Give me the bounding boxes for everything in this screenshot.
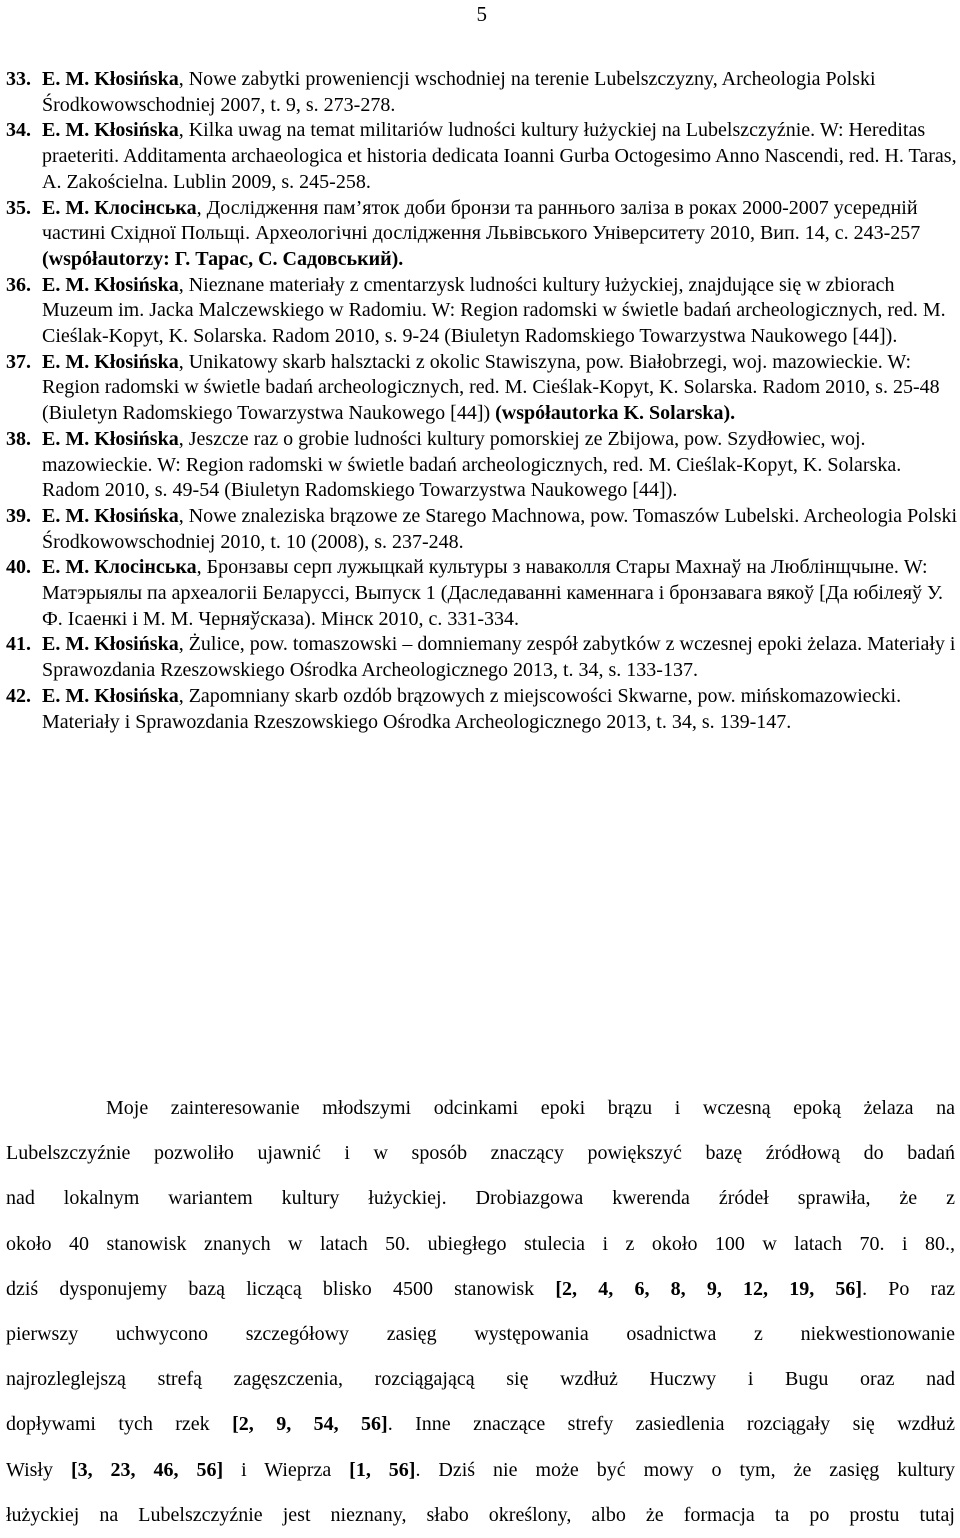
- reference-text: , Unikatowy skarb halsztacki z okolic Stawiszyna, pow. Białobrzegi, woj. mazowieckie. W: Region radomski w świetle badań archeologicznych, red. M. Cieślak-Kopyt, K. Solarska. Radom 2010, s. 25-48 (Biuletyn Radomskiego Towarzystwa Naukowego [44]): [42, 350, 940, 425]
- reference-author: E. M. Kłosińska: [42, 427, 179, 450]
- reference-item: [0, 632, 960, 683]
- body-paragraph: [6, 1086, 955, 1538]
- citation: [1, 56]: [349, 1458, 416, 1481]
- reference-author: E. M. Kłosińska: [42, 350, 179, 373]
- reference-number: 33.: [6, 68, 31, 90]
- paragraph-text: pierwszy uchwycono szczegółowy zasięg występowania osadnictwa z niekwestionowanie: [6, 1322, 955, 1345]
- reference-number: 34.: [6, 119, 31, 142]
- paragraph-line: [6, 1086, 955, 1131]
- paragraph-line: [6, 1131, 955, 1176]
- paragraph-text: . Po raz: [862, 1277, 956, 1300]
- reference-item: [0, 273, 960, 350]
- paragraph-text: łużyckiej na Lubelszczyźnie jest nieznany, słabo określony, albo że formacja ta po prostu tutaj: [6, 1503, 955, 1526]
- reference-item: [0, 427, 960, 504]
- reference-list: [0, 67, 960, 735]
- citation: [3, 23, 46, 56]: [70, 1458, 224, 1481]
- reference-text: , Дослідження пам’яток доби бронзи та раннього заліза в роках 2000-2007 усередній частині Східної Польщі. Археологічні дослідження Львівського Університету 2010, Вип. 14, с. 243-257: [42, 196, 921, 245]
- paragraph-text: dziś dysponujemy bazą liczącą blisko 4500 stanowisk: [6, 1277, 556, 1300]
- reference-item: [0, 684, 960, 735]
- paragraph-text: dopływami tych rzek: [6, 1413, 233, 1436]
- reference-item: [0, 67, 960, 118]
- paragraph-text: i Wieprza: [223, 1458, 350, 1481]
- paragraph-text: . Dziś nie może być mowy o tym, że zasięg kultury: [415, 1458, 955, 1481]
- paragraph-text: . Inne znaczące strefy zasiedlenia rozciągały się wzdłuż: [387, 1413, 955, 1436]
- paragraph-text: około 40 stanowisk znanych w latach 50. ubiegłego stulecia i z około 100 w latach 70. i 80.,: [6, 1232, 955, 1255]
- reference-author: E. M. Kłosińska: [42, 68, 179, 90]
- reference-author: E. M. Kłosińska: [42, 633, 179, 656]
- reference-item: [0, 350, 960, 427]
- reference-text: , Nowe zabytki proweniencji wschodniej na terenie Lubelszczyzny, Archeologia Polski Środkowowschodniej 2007, t. 9, s. 273-278.: [42, 68, 876, 116]
- paragraph-line: [6, 1448, 955, 1493]
- reference-item: [0, 555, 960, 632]
- reference-number: 41.: [6, 633, 31, 656]
- page-number: 5: [476, 2, 487, 26]
- reference-number: 38.: [6, 427, 31, 450]
- reference-text: , Nieznane materiały z cmentarzysk ludności kultury łużyckiej, znajdujące się w zbiorach Muzeum im. Jacka Malczewskiego w Radomiu. W: Region radomski w świetle badań archeologicznych, red. M. Cieślak-Kopyt, K. Solarska. Radom 2010, s. 9-24 (Biuletyn Radomskiego Towarzystwa Naukowego [44]).: [42, 273, 946, 348]
- citation: [2, 4, 6, 8, 9, 12, 19, 56]: [555, 1277, 863, 1300]
- paragraph-line: [6, 1402, 955, 1447]
- reference-item: [0, 196, 960, 273]
- reference-number: 37.: [6, 350, 31, 373]
- paragraph-line: [6, 1176, 955, 1221]
- reference-author: E. M. Клосінська: [42, 556, 197, 579]
- reference-coauthors: (współautorka K. Solarska).: [495, 402, 736, 425]
- paragraph-text: nad lokalnym wariantem kultury łużyckiej. Drobiazgowa kwerenda źródeł sprawiła, że z: [6, 1187, 955, 1210]
- paragraph-line: [6, 1267, 955, 1312]
- paragraph-text: Moje zainteresowanie młodszymi odcinkami epoki brązu i wczesną epoką żelaza na: [106, 1097, 955, 1119]
- reference-text: , Бронзавы серп лужыцкай культуры з наваколля Стары Махнаў на Люблінщчыне. W: Матэрыялы па археалогіі Беларуссі, Выпуск 1 (Даследаванні каменнага і бронзавага вякоў [Да юбілеяў У. Ф. Ісаенкі і М. М. Черняўсказа). Мінск 2010, с. 331-334.: [42, 556, 943, 630]
- reference-text: , Nowe znaleziska brązowe ze Starego Machnowa, pow. Tomaszów Lubelski. Archeologia Polski Środkowowschodniej 2010, t. 10 (2008), s. 237-248.: [42, 504, 958, 553]
- reference-item: [0, 504, 960, 555]
- paragraph-text: najrozleglejszą strefą zagęszczenia, rozciągającą się wzdłuż Huczwy i Bugu oraz nad: [6, 1368, 955, 1391]
- paragraph-text: Wisły: [6, 1458, 71, 1481]
- reference-number: 42.: [6, 684, 31, 707]
- citation: [2, 9, 54, 56]: [232, 1413, 388, 1436]
- paragraph-line: [6, 1222, 955, 1267]
- reference-text: , Kilka uwag na temat militariów ludności kultury łużyckiej na Lubelszczyźnie. W: Hereditas praeteriti. Additamenta archaeologica et historia dedicata Ioanni Gurba Octogesimo Anno Nascendi, red. H. Taras, A. Zakościelna. Lublin 2009, s. 245-258.: [42, 119, 957, 193]
- reference-text: , Jeszcze raz o grobie ludności kultury pomorskiej ze Zbijowa, pow. Szydłowiec, woj. mazowieckie. W: Region radomski w świetle badań archeologicznych, red. M. Cieślak-Kopyt, K. Solarska. Radom 2010, s. 49-54 (Biuletyn Radomskiego Towarzystwa Naukowego [44]).: [42, 427, 902, 502]
- paragraph-text: Lubelszczyźnie pozwoliło ujawnić i w sposób znaczący powiększyć bazę źródłową do badań: [6, 1142, 955, 1165]
- reference-number: 36.: [6, 273, 31, 296]
- reference-item: [0, 118, 960, 195]
- reference-author: E. M. Kłosińska: [42, 273, 179, 296]
- paragraph-line: [6, 1357, 955, 1402]
- reference-author: E. M. Kłosińska: [42, 684, 179, 707]
- reference-text: , Żulice, pow. tomaszowski – domniemany zespół zabytków z wczesnej epoki żelaza. Materiały i Sprawozdania Rzeszowskiego Ośrodka Archeologicznego 2013, t. 34, s. 133-137.: [42, 633, 956, 682]
- reference-coauthors: (współautorzy: Г. Тарас, С. Садовський).: [42, 247, 404, 270]
- reference-author: E. M. Kłosińska: [42, 119, 179, 142]
- paragraph-line: [6, 1493, 955, 1538]
- reference-author: E. M. Клосінська: [42, 196, 197, 219]
- reference-number: 40.: [6, 556, 31, 579]
- reference-number: 35.: [6, 196, 31, 219]
- reference-number: 39.: [6, 504, 31, 527]
- reference-author: E. M. Kłosińska: [42, 504, 179, 527]
- paragraph-line: [6, 1312, 955, 1357]
- reference-text: , Zapomniany skarb ozdób brązowych z miejscowości Skwarne, pow. mińskomazowiecki. Materiały i Sprawozdania Rzeszowskiego Ośrodka Archeologicznego 2013, t. 34, s. 139-147.: [42, 684, 902, 733]
